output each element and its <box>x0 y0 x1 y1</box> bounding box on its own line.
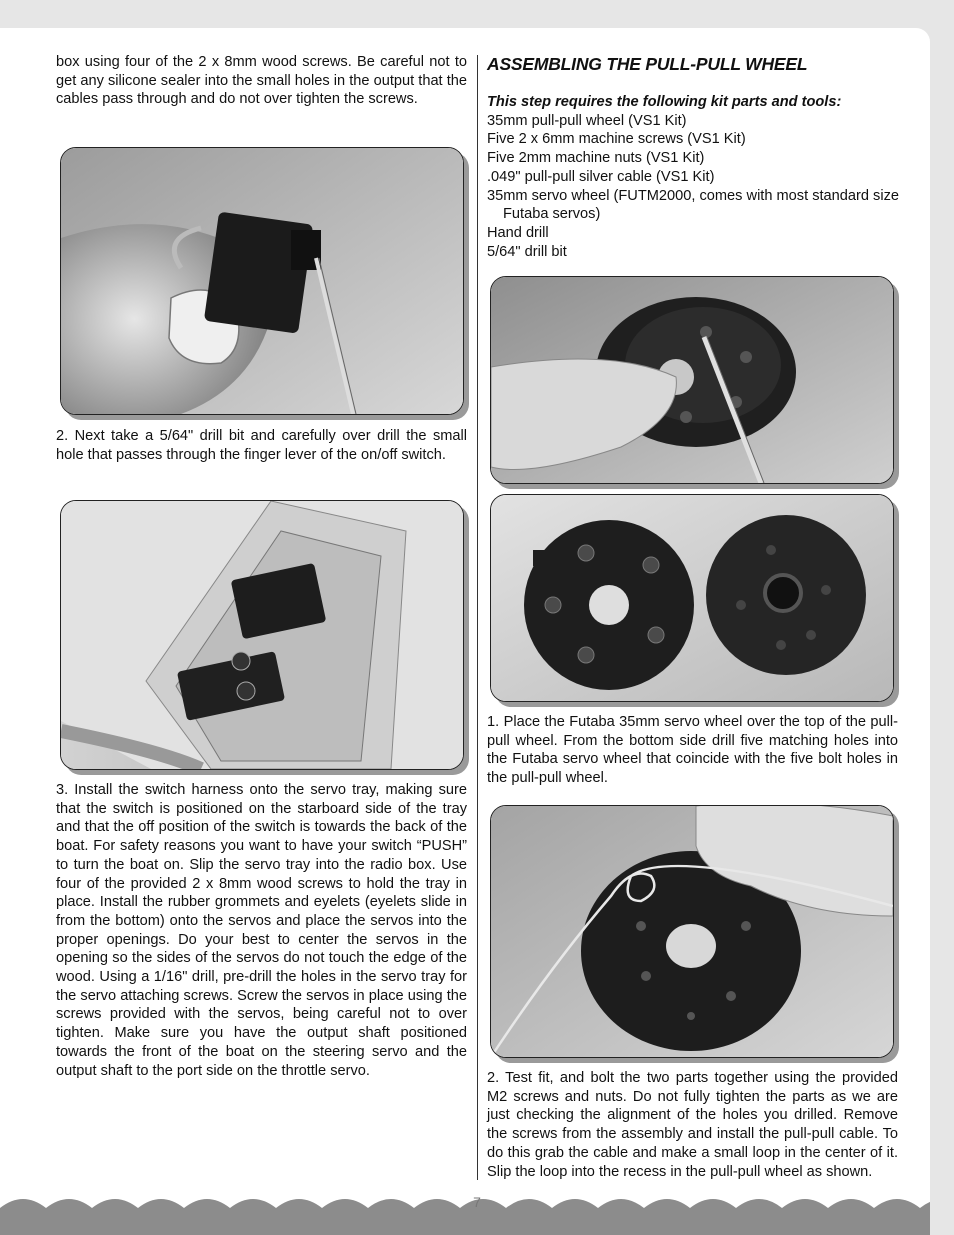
list-item: 35mm pull-pull wheel (VS1 Kit) <box>487 112 687 129</box>
photo-drilling-switch-image <box>61 148 463 414</box>
photo-two-wheels <box>490 494 894 702</box>
right-step-2: 2. Test fit, and bolt the two parts together using the provided M2 screws and nuts. Do not fully tighten the parts as we are just checking the alignment of the holes you drilled. Remove the screws from the assembly and install the pull-pull cable. To do this grab the cable and make a small loop in the center of it. Slip the loop into the recess in the pull-pull wheel as shown. <box>487 1070 898 1180</box>
list-item: .049" pull-pull silver cable (VS1 Kit) <box>487 168 715 185</box>
intro-paragraph: box using four of the 2 x 8mm wood screws. Be careful not to get any silicone sealer into the small holes in the output that the cables pass through and do not over tighten the screws. <box>56 54 467 108</box>
photo-two-wheels-image <box>491 495 893 701</box>
section-heading: ASSEMBLING THE PULL-PULL WHEEL <box>487 54 808 74</box>
parts-intro: This step requires the following kit parts and tools: <box>487 94 842 110</box>
list-item: Five 2 x 6mm machine screws (VS1 Kit) <box>487 131 746 148</box>
list-item: 5/64" drill bit <box>487 243 567 260</box>
left-step-3: 3. Install the switch harness onto the servo tray, making sure that the switch is positioned on the starboard side of the tray and that the off position of the switch is towards the back of the boat. For safety reasons you want to have your switch “PUSH” to turn the boat on. Slip the servo tray into the radio box. Use four of the provided 2 x 8mm wood screws to hold the tray in place. Install the rubber grommets and eyelets (eyelets slide in from the bottom) onto the servos and place the servos into the proper openings. Do your best to center the servos in the opening so the sides of the servos do not touch the edge of the wood. Using a 1/16" drill, pre-drill the holes in the servo tray for the servo attaching screws. Screw the servos in place using the screws provided with the servos, being careful not to over tighten. Make sure you have the output shaft positioned towards the front of the boat on the steering servo and the output shaft to the port side on the throttle servo. <box>56 782 467 1079</box>
photo-cable-loop <box>490 805 894 1058</box>
photo-drilling-switch <box>60 147 464 415</box>
photo-cable-loop-image <box>491 806 893 1057</box>
photo-drilling-wheel-image <box>491 277 893 483</box>
left-step-2: 2. Next take a 5/64" drill bit and carefully over drill the small hole that passes through the finger lever of the on/off switch. <box>56 428 467 463</box>
column-divider <box>477 55 478 1180</box>
photo-drilling-wheel <box>490 276 894 484</box>
footer-waves <box>0 1188 930 1235</box>
list-item: 35mm servo wheel (FUTM2000, comes with most standard size Futaba servos) <box>487 187 900 223</box>
photo-servo-tray-image <box>61 501 463 769</box>
parts-section <box>487 93 902 261</box>
page-number: 7 <box>473 1194 481 1210</box>
photo-servo-tray <box>60 500 464 770</box>
list-item: Five 2mm machine nuts (VS1 Kit) <box>487 150 705 167</box>
list-item: Hand drill <box>487 224 549 241</box>
parts-list <box>487 112 902 262</box>
right-step-1: 1. Place the Futaba 35mm servo wheel over the top of the pull-pull wheel. From the bottom side drill five matching holes into the Futaba servo wheel that coincide with the five bolt holes in the pull-pull wheel. <box>487 714 898 787</box>
